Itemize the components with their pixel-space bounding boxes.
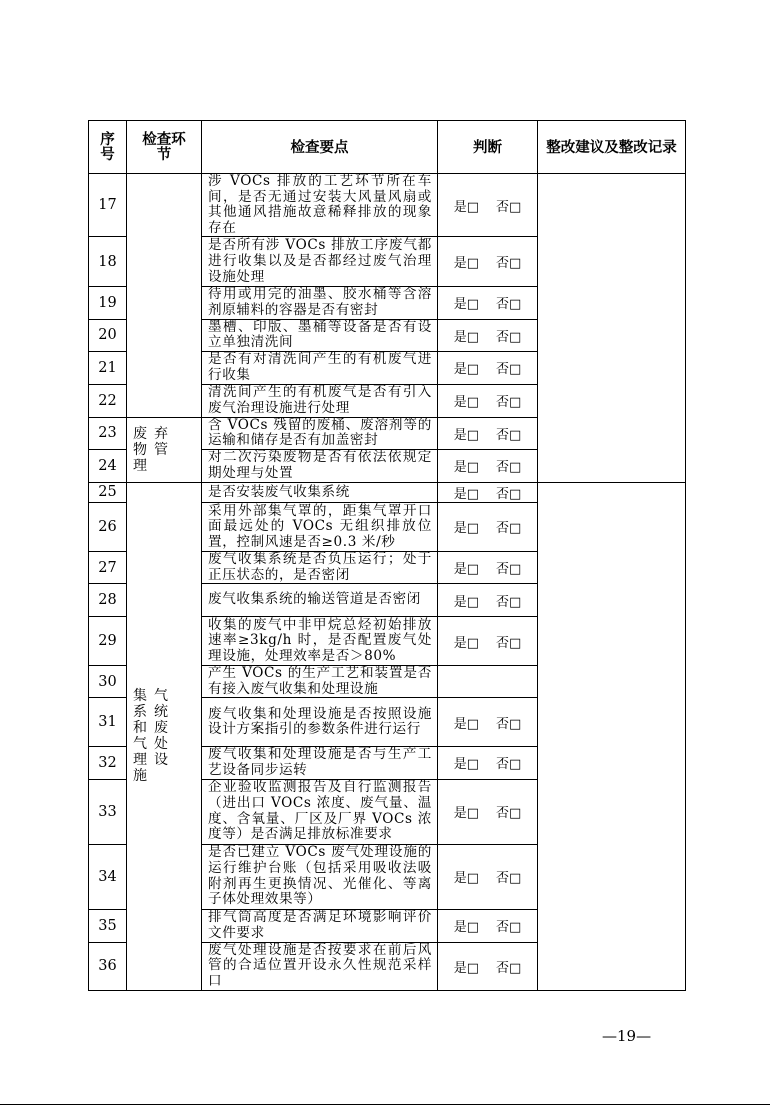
row-number: 17 <box>89 174 127 237</box>
row-number: 27 <box>89 551 127 583</box>
no-checkbox[interactable]: 否□ <box>496 486 522 502</box>
row-number: 22 <box>89 384 127 417</box>
inspection-table <box>88 120 686 991</box>
no-checkbox[interactable]: 否□ <box>496 920 522 935</box>
row-number: 28 <box>89 584 127 617</box>
judge-cell <box>438 319 538 351</box>
judge-cell <box>438 909 538 942</box>
check-point: 是否已建立 VOCs 废气处理设施的运行维护台账（包括采用吸收法吸附剂再生更换情况、光催化、等离子体处理效果等） <box>202 844 438 909</box>
judge-cell <box>438 417 538 449</box>
yes-checkbox[interactable]: 是□ <box>453 920 479 935</box>
judge-cell <box>438 551 538 583</box>
judge-cell <box>438 584 538 617</box>
check-point: 清洗间产生的有机废气是否有引入废气治理设施进行处理 <box>202 384 438 417</box>
no-checkbox[interactable]: 否□ <box>496 297 522 313</box>
table-body <box>89 174 686 991</box>
yes-checkbox[interactable]: 是□ <box>453 199 479 215</box>
check-point: 涉 VOCs 排放的工艺环节所在车间，是否无通过安装大风量风扇或其他通风措施故意稀释排放的现象存在 <box>202 174 438 237</box>
judge-cell <box>438 747 538 779</box>
header-seq: 序号 <box>89 121 127 174</box>
row-number: 23 <box>89 417 127 449</box>
check-point: 采用外部集气罩的，距集气罩开口面最远处的 VOCs 无组织排放位置，控制风速是否≥0.3 米/秒 <box>202 502 438 551</box>
header-remark: 整改建议及整改记录 <box>538 121 686 174</box>
row-number: 32 <box>89 747 127 779</box>
yes-checkbox[interactable]: 是□ <box>453 562 479 578</box>
row-number: 33 <box>89 779 127 844</box>
no-checkbox[interactable]: 否□ <box>496 757 522 773</box>
yes-checkbox[interactable]: 是□ <box>453 960 479 976</box>
row-number: 20 <box>89 319 127 351</box>
table-row <box>89 482 686 502</box>
header-point: 检查要点 <box>202 121 438 174</box>
no-checkbox[interactable]: 否□ <box>496 806 522 821</box>
judge-cell <box>438 942 538 990</box>
yes-checkbox[interactable]: 是□ <box>453 395 479 411</box>
no-checkbox[interactable]: 否□ <box>496 395 522 411</box>
no-checkbox[interactable]: 否□ <box>496 635 522 651</box>
no-checkbox[interactable]: 否□ <box>496 362 522 378</box>
check-point: 废气处理设施是否按要求在前后风管的合适位置开设永久性规范采样口 <box>202 942 438 990</box>
yes-checkbox[interactable]: 是□ <box>453 594 479 610</box>
yes-checkbox[interactable]: 是□ <box>453 716 479 732</box>
remark-cell[interactable] <box>538 174 686 483</box>
no-checkbox[interactable]: 否□ <box>496 960 522 976</box>
check-point: 墨槽、印版、墨桶等设备是否有设立单独清洗间 <box>202 319 438 351</box>
no-checkbox[interactable]: 否□ <box>496 871 522 886</box>
judge-cell <box>438 449 538 482</box>
judge-cell <box>438 502 538 551</box>
check-point: 是否所有涉 VOCs 排放工序废气都进行收集以及是否都经过废气治理设施处理 <box>202 237 438 287</box>
row-number: 25 <box>89 482 127 502</box>
check-point: 对二次污染废物是否有依法依规定期处理与处置 <box>202 449 438 482</box>
yes-checkbox[interactable]: 是□ <box>453 427 479 443</box>
no-checkbox[interactable]: 否□ <box>496 562 522 578</box>
judge-cell <box>438 617 538 666</box>
check-point: 含 VOCs 残留的废桶、废溶剂等的运输和储存是否有加盖密封 <box>202 417 438 449</box>
judge-cell <box>438 482 538 502</box>
yes-checkbox[interactable]: 是□ <box>453 460 479 476</box>
check-point: 企业验收监测报告及自行监测报告（进出口 VOCs 浓度、废气量、温度、含氧量、厂区及厂界 VOCs 浓度等）是否满足排放标准要求 <box>202 779 438 844</box>
yes-checkbox[interactable]: 是□ <box>453 329 479 345</box>
check-point: 废气收集系统是否负压运行；处于正压状态的，是否密闭 <box>202 551 438 583</box>
row-number: 18 <box>89 237 127 287</box>
bottom-divider <box>0 1104 770 1105</box>
row-number: 19 <box>89 287 127 319</box>
no-checkbox[interactable]: 否□ <box>496 521 522 537</box>
yes-checkbox[interactable]: 是□ <box>453 521 479 537</box>
row-number: 24 <box>89 449 127 482</box>
judge-cell <box>438 287 538 319</box>
section-cell: 集气系统和废气处理设施 <box>127 482 202 990</box>
judge-cell <box>438 779 538 844</box>
yes-checkbox[interactable]: 是□ <box>453 256 479 272</box>
yes-checkbox[interactable]: 是□ <box>453 635 479 651</box>
judge-cell <box>438 384 538 417</box>
check-point: 废气收集系统的输送管道是否密闭 <box>202 584 438 617</box>
yes-checkbox[interactable]: 是□ <box>453 297 479 313</box>
section-cell <box>127 174 202 418</box>
no-checkbox[interactable]: 否□ <box>496 256 522 272</box>
judge-cell <box>438 666 538 698</box>
check-point: 排气筒高度是否满足环境影响评价文件要求 <box>202 909 438 942</box>
page-number: —19— <box>602 1027 652 1045</box>
no-checkbox[interactable]: 否□ <box>496 199 522 215</box>
check-point: 是否安装废气收集系统 <box>202 482 438 502</box>
row-number: 21 <box>89 351 127 384</box>
judge-cell <box>438 698 538 747</box>
remark-cell[interactable] <box>538 482 686 990</box>
header-section: 检查环节 <box>127 121 202 174</box>
row-number: 36 <box>89 942 127 990</box>
row-number: 34 <box>89 844 127 909</box>
yes-checkbox[interactable]: 是□ <box>453 486 479 502</box>
row-number: 26 <box>89 502 127 551</box>
check-point: 废气收集和处理设施是否与生产工艺设备同步运转 <box>202 747 438 779</box>
judge-cell <box>438 844 538 909</box>
row-number: 31 <box>89 698 127 747</box>
no-checkbox[interactable]: 否□ <box>496 594 522 610</box>
table-row <box>89 174 686 237</box>
judge-cell <box>438 174 538 237</box>
no-checkbox[interactable]: 否□ <box>496 460 522 476</box>
no-checkbox[interactable]: 否□ <box>496 427 522 443</box>
row-number: 29 <box>89 617 127 666</box>
row-number: 35 <box>89 909 127 942</box>
yes-checkbox[interactable]: 是□ <box>453 806 479 821</box>
no-checkbox[interactable]: 否□ <box>496 329 522 345</box>
check-point: 收集的废气中非甲烷总烃初始排放速率≥3kg/h 时，是否配置废气处理设施，处理效率是否＞80% <box>202 617 438 666</box>
header-judge: 判断 <box>438 121 538 174</box>
judge-cell <box>438 237 538 287</box>
row-number: 30 <box>89 666 127 698</box>
yes-checkbox[interactable]: 是□ <box>453 871 479 886</box>
yes-checkbox[interactable]: 是□ <box>453 757 479 773</box>
judge-cell <box>438 351 538 384</box>
section-cell: 废弃物管理 <box>127 417 202 482</box>
no-checkbox[interactable]: 否□ <box>496 716 522 732</box>
check-point: 废气收集和处理设施是否按照设施设计方案指引的参数条件进行运行 <box>202 698 438 747</box>
check-point: 是否有对清洗间产生的有机废气进行收集 <box>202 351 438 384</box>
check-point: 待用或用完的油墨、胶水桶等含溶剂原辅料的容器是否有密封 <box>202 287 438 319</box>
yes-checkbox[interactable]: 是□ <box>453 362 479 378</box>
check-point: 产生 VOCs 的生产工艺和装置是否有接入废气收集和处理设施 <box>202 666 438 698</box>
table-header-row <box>89 121 686 174</box>
